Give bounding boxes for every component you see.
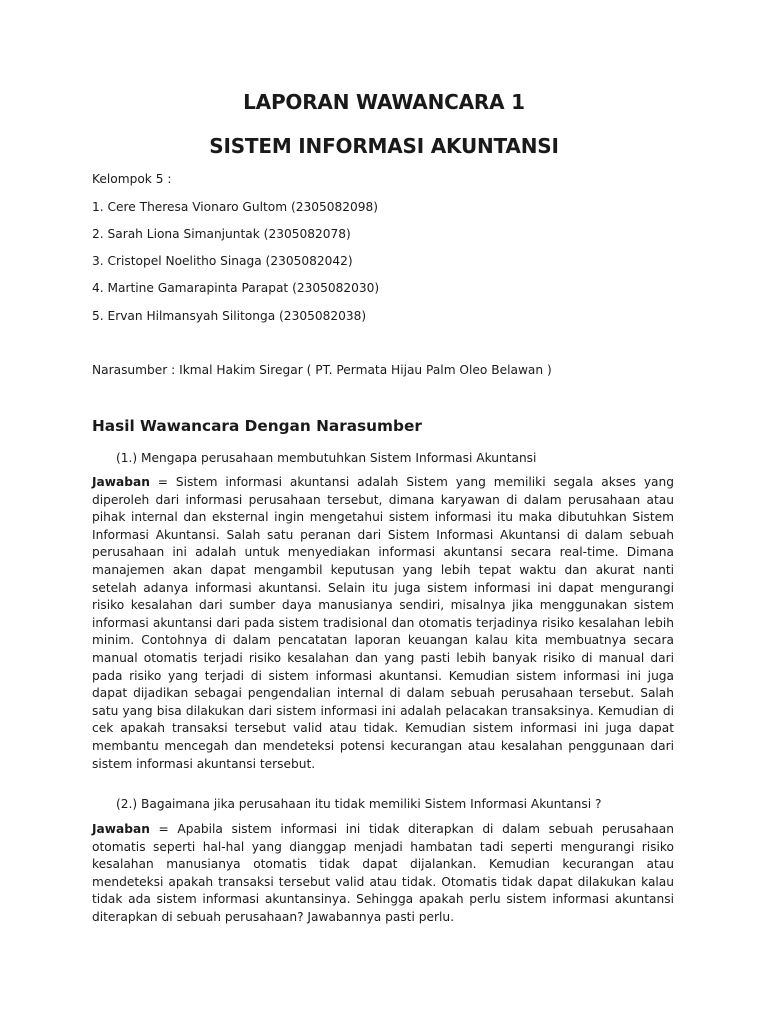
answer-1-text: = Sistem informasi akuntansi adalah Sistem yang memiliki segala akses yang diperoleh dari informasi perusahaan tersebut, dimana karyawan di dalam perusahaan atau pihak internal dan eksternal ingin mengetahui sistem informasi itu maka dibutuhkan Sistem Informasi Akuntansi. Salah satu peranan dari Sistem Informasi Akuntansi di dalam sebuah perusahaan ini adalah untuk menyediakan informasi akuntansi secara real-time. Dimana manajemen akan dapat mengambil keputusan yang lebih tepat waktu dan akurat nanti setelah adanya informasi akuntansi. Selain itu juga sistem informasi ini dapat mengurangi risiko kesalahan dari sumber daya manusianya sendiri, misalnya jika menggunakan sistem informasi akuntansi dari pada sistem tradisional dan otomatis terjadinya risiko kesalahan lebih minim. Contohnya di dalam pencatatan laporan keuangan kalau kita membuatnya secara manual otomatis terjadi risiko kesalahan dan yang pasti lebih banyak risiko di manual dari pada risiko yang terjadi di sistem informasi akuntansi. Kemudian sistem informasi ini juga dapat dijadikan sebagai pengendalian internal di dalam sebuah perusahaan tersebut. Salah satu yang bisa dilakukan dari sistem informasi ini adalah pelacakan transaksinya. Kemudian di cek apakah transaksi tersebut valid atau tidak. Kemudian sistem informasi ini juga dapat membantu mencegah dan mendeteksi potensi kecurangan atau kesalahan penggunaan dari sistem informasi akuntansi tersebut. [92, 475, 674, 771]
answer-2-text: = Apabila sistem informasi ini tidak diterapkan di dalam sebuah perusahaan otomatis seperti hal-hal yang dianggap menjadi hambatan tadi seperti mengurangi risiko kesalahan manusianya otomatis tidak dapat dijalankan. Kemudian kecurangan atau mendeteksi apakah transaksi tersebut valid atau tidak. Otomatis tidak dapat dilakukan kalau tidak ada sistem informasi akuntansinya. Sehingga apakah perlu sistem informasi akuntansi diterapkan di sebuah perusahaan? Jawabannya pasti perlu. [92, 822, 674, 924]
document-subtitle: SISTEM INFORMASI AKUNTANSI [209, 134, 559, 158]
member-4: 4. Martine Gamarapinta Parapat (2305082030) [92, 281, 380, 295]
member-2: 2. Sarah Liona Simanjuntak (2305082078) [92, 227, 351, 241]
source-line: Narasumber : Ikmal Hakim Siregar ( PT. Permata Hijau Palm Oleo Belawan ) [92, 363, 552, 377]
member-5: 5. Ervan Hilmansyah Silitonga (2305082038) [92, 309, 367, 323]
question-2: (2.) Bagaimana jika perusahaan itu tidak memiliki Sistem Informasi Akuntansi ? [116, 797, 602, 811]
member-3: 3. Cristopel Noelitho Sinaga (2305082042) [92, 254, 353, 268]
section-heading: Hasil Wawancara Dengan Narasumber [92, 417, 422, 435]
answer-1 [92, 474, 674, 773]
group-label: Kelompok 5 : [92, 172, 172, 186]
answer-2 [92, 821, 674, 927]
member-1: 1. Cere Theresa Vionaro Gultom (2305082098) [92, 200, 378, 214]
answer-2-label: Jawaban [92, 822, 150, 836]
document-title: LAPORAN WAWANCARA 1 [243, 90, 525, 114]
question-1: (1.) Mengapa perusahaan membutuhkan Sistem Informasi Akuntansi [116, 451, 537, 465]
answer-1-label: Jawaban [92, 475, 150, 489]
